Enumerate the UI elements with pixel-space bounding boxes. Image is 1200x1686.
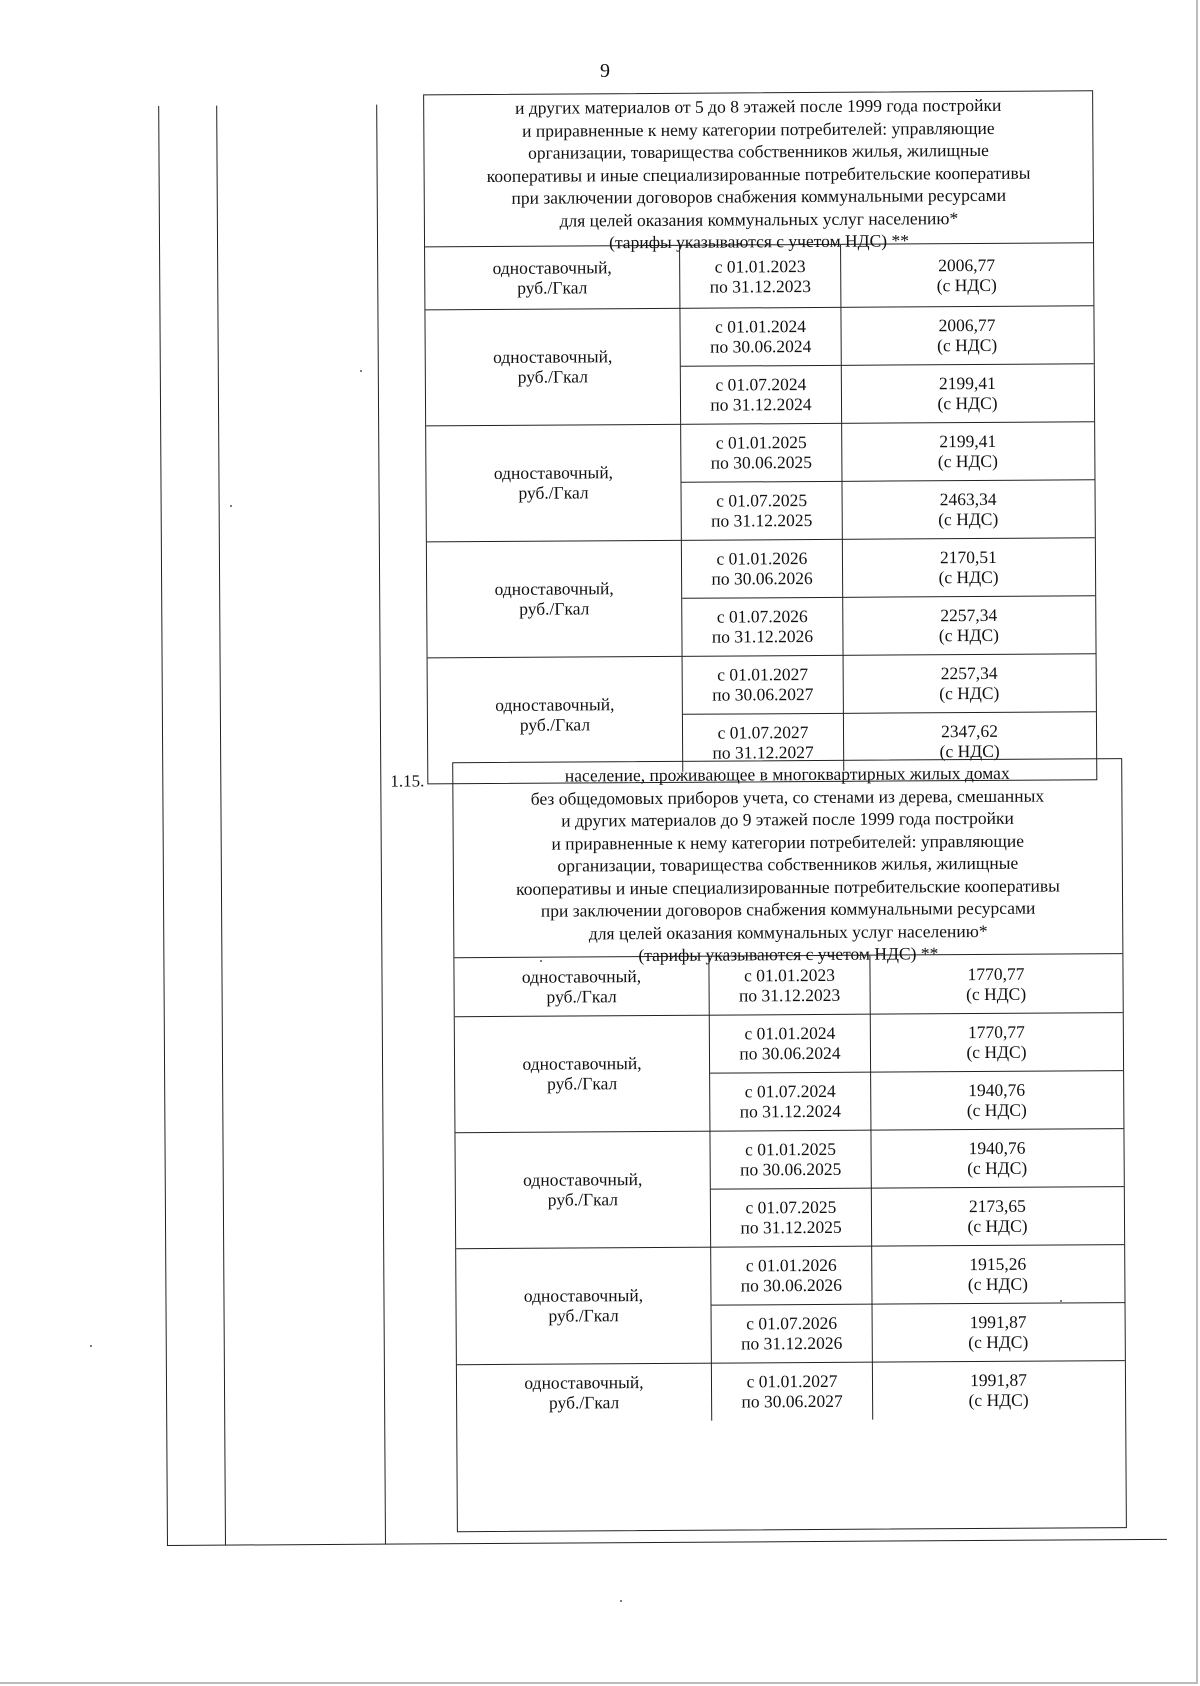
period-cell xyxy=(682,539,842,599)
tariff-value: 1991,87 xyxy=(969,1369,1027,1391)
vat-note: (с НДС) xyxy=(967,1273,1028,1295)
table-row xyxy=(456,1244,1125,1365)
vat-note: (с НДС) xyxy=(967,1157,1028,1179)
tariff-table xyxy=(158,70,1167,1546)
tariff-type-line: одноставочный, xyxy=(493,346,613,367)
period-from: с 01.01.2025 xyxy=(745,1138,837,1160)
value-column xyxy=(841,421,1095,539)
value-column xyxy=(870,1012,1124,1130)
tariff-value: 1770,77 xyxy=(967,1021,1025,1043)
tariff-type-cell xyxy=(428,656,684,774)
tariff-type-line: руб./Гкал xyxy=(517,277,588,298)
period-to: по 30.06.2025 xyxy=(740,1158,842,1180)
tariff-value-cell xyxy=(872,1302,1125,1362)
table-row xyxy=(455,1012,1124,1133)
table-row xyxy=(454,954,1122,1017)
description-line: при заключении договоров снабжения коммунальными ресурсами xyxy=(540,897,1036,921)
value-column xyxy=(871,1244,1125,1362)
value-column xyxy=(840,305,1094,423)
tariff-type-line: руб./Гкал xyxy=(517,366,588,387)
period-to: по 31.12.2024 xyxy=(739,1100,842,1122)
period-to: по 30.06.2025 xyxy=(710,452,813,473)
table-row xyxy=(457,1360,1125,1422)
tariff-value: 2347,62 xyxy=(941,720,999,742)
description-line: для целей оказания коммунальных услуг населению* xyxy=(588,920,988,943)
description-line: организации, товарищества собственников жилья, жилищные xyxy=(528,139,989,163)
period-from: с 01.07.2026 xyxy=(716,606,808,627)
tariff-section-1-15 xyxy=(452,758,1127,1532)
table-row xyxy=(425,305,1094,426)
vat-note: (с НДС) xyxy=(936,274,997,296)
tariff-value-cell xyxy=(842,537,1095,598)
tariff-type-cell xyxy=(457,1363,712,1423)
period-cell xyxy=(710,1014,870,1074)
period-from: с 01.01.2026 xyxy=(716,548,808,569)
tariff-value: 1991,87 xyxy=(969,1311,1027,1333)
period-cell xyxy=(682,597,842,656)
period-to: по 31.12.2026 xyxy=(741,1332,843,1354)
tariff-value: 1915,26 xyxy=(969,1253,1027,1275)
value-column xyxy=(872,1360,1125,1420)
scan-speck xyxy=(230,505,232,507)
period-to: по 30.06.2027 xyxy=(712,684,814,705)
period-to: по 31.12.2023 xyxy=(709,276,811,297)
period-cell xyxy=(681,481,841,540)
section-description xyxy=(424,91,1093,253)
tariff-value: 1940,76 xyxy=(968,1137,1026,1159)
description-line: и приравненные к нему категории потребителей: управляющие xyxy=(551,830,1024,854)
section-number: 1.15. xyxy=(390,771,425,791)
value-column xyxy=(869,954,1122,1014)
tariff-value-cell xyxy=(870,1012,1123,1073)
tariff-type-cell xyxy=(427,540,683,658)
description-line: без общедомовых приборов учета, со стенами из дерева, смешанных xyxy=(530,785,1045,809)
tariff-type-cell xyxy=(425,308,681,426)
tariff-type-line: руб./Гкал xyxy=(547,1189,619,1210)
period-from: с 01.01.2024 xyxy=(744,1022,836,1044)
tariff-value-cell xyxy=(870,1128,1123,1189)
period-from: с 01.07.2025 xyxy=(716,490,808,511)
period-cell xyxy=(712,1362,872,1421)
tariff-value: 2257,34 xyxy=(940,604,998,626)
table-row xyxy=(426,421,1095,542)
period-to: по 30.06.2024 xyxy=(739,1042,841,1064)
description-line: население, проживающее в многоквартирных жилых домах xyxy=(564,762,1010,786)
description-line: при заключении договоров снабжения коммунальными ресурсами xyxy=(511,184,1007,208)
period-from: с 01.07.2025 xyxy=(745,1196,837,1218)
tariff-value: 1770,77 xyxy=(967,963,1025,985)
vat-note: (с НДС) xyxy=(937,450,998,472)
vat-note: (с НДС) xyxy=(968,1389,1029,1411)
tariff-value-cell xyxy=(872,1360,1125,1420)
period-cell xyxy=(683,655,843,715)
period-to: по 31.12.2023 xyxy=(738,984,841,1006)
description-line: и других материалов до 9 этажей после 1999 года постройки xyxy=(561,807,1014,831)
period-column xyxy=(712,1362,873,1421)
tariff-type-line: руб./Гкал xyxy=(519,598,590,619)
period-cell xyxy=(710,1130,870,1190)
period-to: по 30.06.2027 xyxy=(741,1390,843,1412)
tariff-value-cell xyxy=(840,305,1093,366)
vat-note: (с НДС) xyxy=(937,392,998,414)
period-cell xyxy=(710,1072,870,1131)
vat-note: (с НДС) xyxy=(938,508,999,530)
tariff-type-line: одноставочный, xyxy=(492,257,612,278)
tariff-value-cell xyxy=(842,595,1095,655)
tariff-value-cell xyxy=(871,1186,1124,1246)
scan-speck xyxy=(1060,1300,1062,1302)
tariff-type-line: одноставочный, xyxy=(495,694,615,715)
period-from: с 01.01.2026 xyxy=(745,1254,837,1276)
period-to: по 30.06.2024 xyxy=(709,336,812,357)
section-description xyxy=(453,759,1122,966)
description-line: кооперативы и иные специализированные потребительские кооперативы xyxy=(486,162,1031,186)
vat-note: (с НДС) xyxy=(939,740,1000,762)
scan-speck xyxy=(90,1345,92,1347)
value-column xyxy=(842,537,1096,655)
period-column xyxy=(710,1014,872,1131)
description-line: (тарифы указываются с учетом НДС) ** xyxy=(609,230,910,253)
vat-note: (с НДС) xyxy=(939,682,1000,704)
period-from: с 01.01.2023 xyxy=(714,256,806,277)
tariff-section-continued xyxy=(423,90,1097,784)
period-cell xyxy=(711,1188,871,1247)
vat-note: (с НДС) xyxy=(967,1215,1028,1237)
tariff-type-line: руб./Гкал xyxy=(546,1073,618,1094)
period-cell xyxy=(681,423,841,483)
period-column xyxy=(681,423,843,540)
period-cell xyxy=(681,365,841,424)
tariff-value: 1940,76 xyxy=(968,1079,1026,1101)
scan-speck xyxy=(360,370,362,372)
value-column xyxy=(870,1128,1124,1246)
period-cell xyxy=(680,245,840,308)
period-to: по 31.12.2025 xyxy=(740,1216,842,1238)
description-line: и приравненные к нему категории потребителей: управляющие xyxy=(522,117,995,141)
tariff-value: 2199,41 xyxy=(939,430,997,452)
period-from: с 01.07.2024 xyxy=(744,1080,836,1102)
period-to: по 30.06.2026 xyxy=(740,1274,843,1296)
period-from: с 01.01.2027 xyxy=(717,664,809,685)
description-line: (тарифы указываются с учетом НДС) ** xyxy=(638,943,939,966)
period-from: с 01.07.2026 xyxy=(746,1312,838,1334)
tariff-value-cell xyxy=(843,653,1096,714)
period-from: с 01.01.2025 xyxy=(715,432,807,453)
description-line: и других материалов от 5 до 8 этажей после 1999 года постройки xyxy=(514,94,1002,118)
period-cell xyxy=(709,956,869,1015)
tariff-type-cell xyxy=(426,424,682,542)
description-line: организации, товарищества собственников жилья, жилищные xyxy=(557,852,1019,876)
tariff-type-cell xyxy=(456,1247,712,1365)
period-from: с 01.01.2024 xyxy=(715,316,807,337)
tariff-type-cell xyxy=(454,957,709,1017)
period-to: по 31.12.2025 xyxy=(711,510,813,531)
tariff-type-line: руб./Гкал xyxy=(518,482,589,503)
period-column xyxy=(709,956,870,1015)
tariff-value-cell xyxy=(841,363,1094,423)
description-line: кооперативы и иные специализированные потребительские кооперативы xyxy=(516,875,1060,899)
table-row xyxy=(427,537,1096,658)
tariff-value-cell xyxy=(841,479,1094,539)
period-to: по 31.12.2027 xyxy=(712,742,814,763)
scan-speck xyxy=(540,960,542,962)
vat-note: (с НДС) xyxy=(968,1331,1029,1353)
value-column xyxy=(840,243,1093,307)
vat-note: (с НДС) xyxy=(966,1099,1027,1121)
period-column xyxy=(683,655,845,772)
tariff-type-cell xyxy=(425,246,680,310)
tariff-type-line: одноставочный, xyxy=(522,1053,642,1074)
tariff-type-line: одноставочный, xyxy=(521,966,642,987)
value-column xyxy=(843,653,1097,771)
tariff-type-cell xyxy=(455,1131,711,1249)
period-to: по 31.12.2026 xyxy=(711,626,814,647)
period-cell xyxy=(712,1304,872,1363)
tariff-type-line: одноставочный, xyxy=(523,1169,643,1190)
page-number: 9 xyxy=(600,60,610,82)
tariff-type-line: одноставочный, xyxy=(524,1372,644,1393)
description-line: для целей оказания коммунальных услуг населению* xyxy=(559,207,959,231)
period-column xyxy=(682,539,844,656)
period-column xyxy=(680,245,841,308)
tariff-type-cell xyxy=(455,1015,711,1133)
tariff-type-line: одноставочный, xyxy=(523,1285,644,1306)
tariff-value: 2463,34 xyxy=(939,488,997,510)
period-column xyxy=(680,307,842,424)
period-column xyxy=(710,1130,872,1247)
tariff-type-line: руб./Гкал xyxy=(548,1392,620,1413)
tariff-value-cell xyxy=(840,243,1093,307)
period-column xyxy=(711,1246,873,1363)
period-to: по 31.12.2024 xyxy=(710,394,812,415)
vat-note: (с НДС) xyxy=(938,566,999,588)
tariff-value: 2006,77 xyxy=(938,254,996,276)
table-row xyxy=(425,243,1093,310)
tariff-value: 2170,51 xyxy=(939,546,997,568)
vat-note: (с НДС) xyxy=(937,334,998,356)
vat-note: (с НДС) xyxy=(938,624,1000,646)
column-divider xyxy=(376,105,386,1545)
tariff-type-line: одноставочный, xyxy=(494,578,614,599)
period-cell xyxy=(711,1246,871,1306)
period-from: с 01.07.2024 xyxy=(715,374,807,395)
vat-note: (с НДС) xyxy=(966,1041,1027,1063)
tariff-type-line: руб./Гкал xyxy=(519,714,591,735)
column-divider xyxy=(216,106,226,1546)
table-row xyxy=(428,653,1097,773)
period-to: по 30.06.2026 xyxy=(711,568,813,589)
period-cell xyxy=(680,307,840,367)
period-from: с 01.07.2027 xyxy=(717,722,809,743)
table-row xyxy=(455,1128,1124,1249)
tariff-value: 2173,65 xyxy=(968,1195,1026,1217)
scan-speck xyxy=(620,1600,622,1602)
tariff-type-line: руб./Гкал xyxy=(546,986,617,1007)
vat-note: (с НДС) xyxy=(966,983,1027,1005)
period-from: с 01.01.2027 xyxy=(746,1370,838,1392)
tariff-value-cell xyxy=(871,1244,1124,1305)
tariff-value-cell xyxy=(841,421,1094,482)
tariff-value: 2006,77 xyxy=(938,314,996,336)
tariff-value: 2257,34 xyxy=(940,662,998,684)
period-from: с 01.01.2023 xyxy=(743,964,836,986)
tariff-value: 2199,41 xyxy=(938,372,996,394)
tariff-type-line: одноставочный, xyxy=(493,462,614,483)
tariff-type-line: руб./Гкал xyxy=(548,1305,619,1326)
tariff-value-cell xyxy=(869,954,1122,1014)
tariff-value-cell xyxy=(870,1070,1123,1130)
